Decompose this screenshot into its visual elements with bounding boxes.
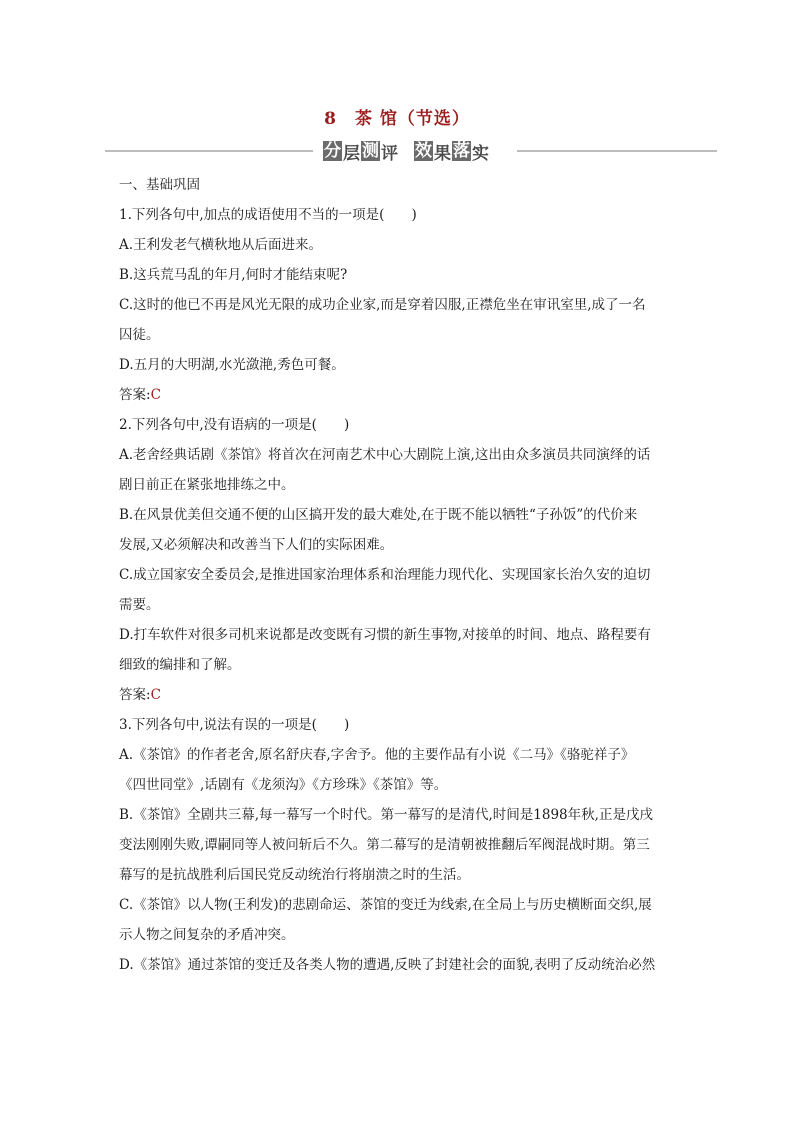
question-1-stem: 1.下列各句中,加点的成语使用不当的一项是( ) — [119, 207, 417, 223]
question-2-option-a-line-1: A.老舍经典话剧《茶馆》将首次在河南艺术中心大剧院上演,这出由众多演员共同演绎的话 — [119, 447, 651, 463]
question-2-option-b-line-2: 发展,又必须解决和改善当下人们的实际困难。 — [119, 537, 394, 553]
answer-value: C — [150, 687, 161, 703]
question-3-option-d-line-1: D.《茶馆》通过茶馆的变迁及各类人物的遭遇,反映了封建社会的面貌,表明了反动统治必然 — [119, 957, 656, 973]
answer-label: 答案: — [119, 687, 151, 703]
question-2-option-c-line-1: C.成立国家安全委员会,是推进国家治理体系和治理能力现代化、实现国家长治久安的迫切 — [119, 567, 651, 583]
question-3-option-c-line-2: 示人物之间复杂的矛盾冲突。 — [119, 927, 295, 943]
question-1-answer — [119, 380, 677, 410]
question-2-stem: 2.下列各句中,没有语病的一项是( ) — [119, 417, 350, 433]
question-2-option-d-line-2: 细致的编排和了解。 — [119, 657, 241, 673]
question-3-option-a-line-2: 《四世同堂》,话剧有《龙须沟》《方珍珠》《茶馆》等。 — [119, 777, 448, 793]
question-3-stem: 3.下列各句中,说法有误的一项是( ) — [119, 717, 350, 733]
banner-char: 层 — [343, 143, 360, 164]
question-3-option-b-line-2: 变法刚刚失败,谭嗣同等人被问斩后不久。第二幕写的是清朝被推翻后军阀混战时期。第三 — [119, 837, 650, 853]
question-1-option-d: D.五月的大明湖,水光潋滟,秀色可餐。 — [119, 357, 345, 373]
page-title: 8 茶 馆（节选） — [324, 109, 470, 129]
question-1-option-a: A.王利发老气横秋地从后面进来。 — [119, 237, 323, 253]
banner-char: 果 — [434, 143, 451, 164]
section-heading: 一、基础巩固 — [119, 177, 200, 193]
question-3-option-b-line-3: 幕写的是抗战胜利后国民党反动统治行将崩溃之时的生活。 — [119, 867, 470, 883]
question-2-answer — [119, 680, 677, 710]
banner-char: 评 — [381, 143, 398, 164]
question-2-option-c-line-2: 需要。 — [119, 597, 160, 613]
banner-divider-right — [517, 150, 717, 152]
question-3-option-b-line-1: B.《茶馆》全剧共三幕,每一幕写一个时代。第一幕写的是清代,时间是1898年秋,正是戊戌 — [119, 807, 653, 823]
question-2-option-a-line-2: 剧日前正在紧张地排练之中。 — [119, 477, 295, 493]
banner-char: 测 — [362, 141, 379, 161]
question-2-option-d-line-1: D.打车软件对很多司机来说都是改变既有习惯的新生事物,对接单的时间、地点、路程要有 — [119, 627, 651, 643]
answer-label: 答案: — [119, 387, 151, 403]
banner-text — [323, 139, 513, 163]
answer-value: C — [150, 387, 161, 403]
question-3-option-c-line-1: C.《茶馆》以人物(王利发)的悲剧命运、茶馆的变迁为线索,在全局上与历史横断面交织,展 — [119, 897, 652, 913]
question-2-option-b-line-1: B.在风景优美但交通不便的山区搞开发的最大难处,在于既不能以牺牲“子孙饭”的代价来 — [119, 507, 638, 523]
question-1-option-c-line-2: 囚徒。 — [119, 327, 160, 343]
question-1-option-b: B.这兵荒马乱的年月,何时才能结束呢? — [119, 267, 348, 283]
document-body — [119, 170, 677, 980]
banner-char: 分 — [324, 141, 341, 161]
banner-divider-left — [105, 150, 313, 152]
banner-char: 实 — [472, 143, 489, 164]
question-1-option-c-line-1: C.这时的他已不再是风光无限的成功企业家,而是穿着囚服,正襟危坐在审讯室里,成了一名 — [119, 297, 646, 313]
banner-char: 效 — [415, 141, 432, 161]
banner-char: 落 — [453, 141, 470, 161]
question-3-option-a-line-1: A.《茶馆》的作者老舍,原名舒庆春,字舍予。他的主要作品有小说《二马》《骆驼祥子》 — [119, 747, 635, 763]
section-banner — [105, 139, 717, 163]
